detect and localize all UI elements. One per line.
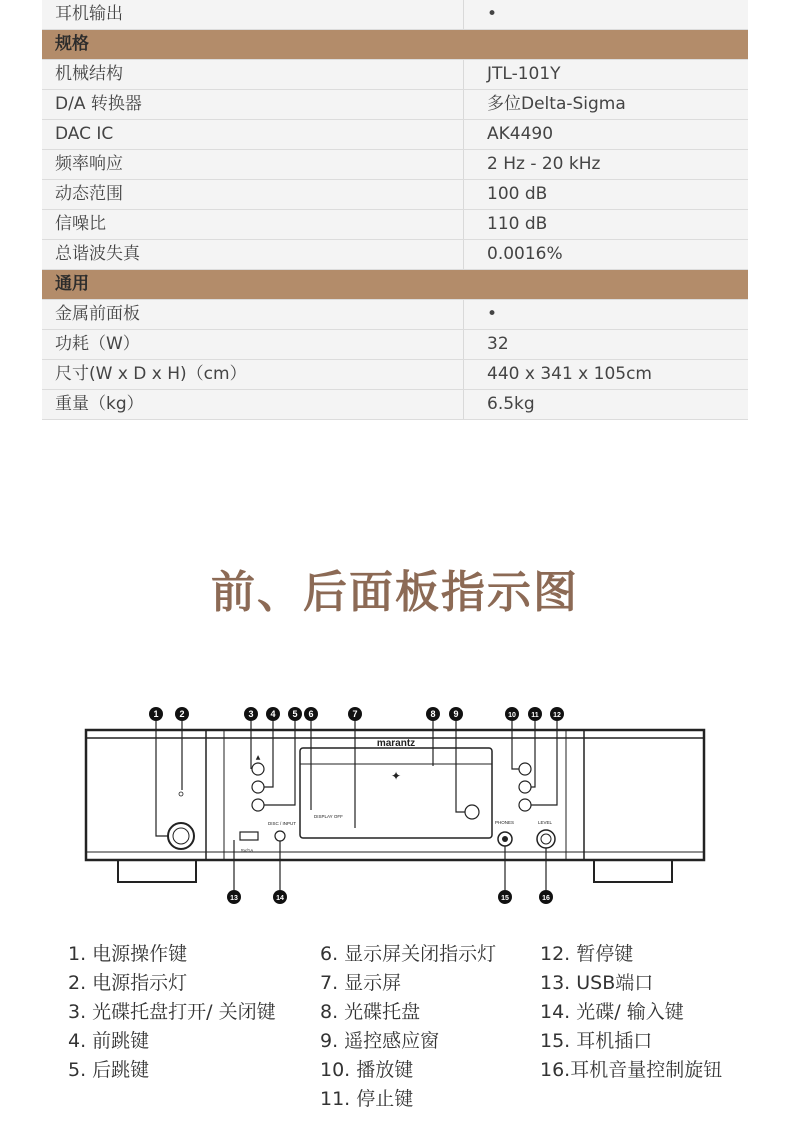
spec-label: 重量（kg） bbox=[42, 390, 464, 419]
spec-row bbox=[42, 210, 748, 240]
legend-item: 4. 前跳键 bbox=[68, 1030, 150, 1052]
spec-row bbox=[42, 180, 748, 210]
spec-value: 0.0016% bbox=[487, 244, 563, 264]
spec-value: 100 dB bbox=[487, 184, 548, 204]
legend-item: 3. 光碟托盘打开/ 关闭键 bbox=[68, 1001, 276, 1023]
diagram-title: 前、后面板指示图 bbox=[211, 567, 579, 618]
usb-port bbox=[240, 832, 258, 840]
spec-row bbox=[42, 120, 748, 150]
level-label: LEVEL bbox=[538, 820, 553, 825]
legend-item: 15. 耳机插口 bbox=[540, 1030, 653, 1052]
spec-table bbox=[42, 0, 748, 420]
marker-5: 5 bbox=[292, 709, 298, 719]
spec-label: 尺寸(W x D x H)（cm） bbox=[42, 360, 464, 389]
legend-item: 8. 光碟托盘 bbox=[320, 1001, 421, 1023]
spec-value: JTL-101Y bbox=[487, 64, 561, 84]
marker-15: 15 bbox=[501, 895, 509, 902]
usb-rating-label: 5V/1A bbox=[241, 848, 254, 853]
legend-column-3 bbox=[540, 940, 722, 1085]
spec-label: 机械结构 bbox=[42, 60, 464, 89]
disc-input-button bbox=[275, 831, 285, 841]
marker-13: 13 bbox=[230, 895, 238, 902]
marker-11: 11 bbox=[531, 712, 539, 719]
spec-value: • bbox=[487, 4, 498, 24]
spec-value: 440 x 341 x 105cm bbox=[487, 364, 652, 384]
legend-item: 12. 暂停键 bbox=[540, 943, 634, 965]
marker-6: 6 bbox=[308, 709, 314, 719]
spec-label: DAC IC bbox=[42, 120, 464, 149]
display-off-label: DISPLAY OFF bbox=[314, 814, 343, 819]
spec-row bbox=[42, 240, 748, 270]
left-foot bbox=[118, 860, 196, 882]
next-button bbox=[252, 799, 264, 811]
legend-item: 14. 光碟/ 输入键 bbox=[540, 1001, 684, 1023]
marker-3: 3 bbox=[248, 709, 254, 719]
spec-row bbox=[42, 90, 748, 120]
spec-value: 2 Hz - 20 kHz bbox=[487, 154, 601, 174]
svg-text:▲: ▲ bbox=[255, 754, 261, 761]
legend-item: 13. USB端口 bbox=[540, 972, 654, 994]
legend-item: 9. 遥控感应窗 bbox=[320, 1030, 440, 1052]
spec-row bbox=[42, 390, 748, 420]
prev-button bbox=[252, 781, 264, 793]
disc-input-label: DISC / INPUT bbox=[268, 821, 297, 826]
spec-label: 耳机输出 bbox=[42, 0, 464, 29]
display-star-icon: ✦ bbox=[390, 769, 402, 783]
spec-value: 110 dB bbox=[487, 214, 548, 234]
spec-row bbox=[42, 0, 748, 30]
legend-item: 5. 后跳键 bbox=[68, 1059, 150, 1081]
legend-column-2 bbox=[320, 940, 496, 1114]
spec-value: • bbox=[487, 304, 498, 324]
spec-label: D/A 转换器 bbox=[42, 90, 464, 119]
power-indicator bbox=[179, 792, 183, 796]
display-window bbox=[300, 748, 492, 838]
marker-12: 12 bbox=[553, 712, 561, 719]
spec-label: 信噪比 bbox=[42, 210, 464, 239]
marker-16: 16 bbox=[542, 895, 550, 902]
spec-value: 32 bbox=[487, 334, 509, 354]
marker-9: 9 bbox=[453, 709, 459, 719]
legend-item: 2. 电源指示灯 bbox=[68, 972, 188, 994]
marker-10: 10 bbox=[508, 712, 516, 719]
marker-4: 4 bbox=[270, 709, 276, 719]
spec-row bbox=[42, 360, 748, 390]
spec-row bbox=[42, 330, 748, 360]
marker-14: 14 bbox=[276, 895, 284, 902]
legend-item: 7. 显示屏 bbox=[320, 972, 402, 994]
spec-label: 总谐波失真 bbox=[42, 240, 464, 269]
brand-logo: marantz bbox=[376, 738, 416, 749]
section-header-general: 通用 bbox=[42, 270, 748, 300]
pause-button bbox=[519, 799, 531, 811]
legend-item: 10. 播放键 bbox=[320, 1059, 414, 1081]
spec-label: 频率响应 bbox=[42, 150, 464, 179]
spec-value: 多位Delta-Sigma bbox=[487, 94, 626, 114]
spec-label: 功耗（W） bbox=[42, 330, 464, 359]
spec-row bbox=[42, 60, 748, 90]
remote-sensor bbox=[465, 805, 479, 819]
spec-row bbox=[42, 300, 748, 330]
spec-value: AK4490 bbox=[487, 124, 554, 144]
spec-label: 动态范围 bbox=[42, 180, 464, 209]
eject-button bbox=[252, 763, 264, 775]
spec-value: 6.5kg bbox=[487, 394, 535, 414]
legend-item: 6. 显示屏关闭指示灯 bbox=[320, 943, 497, 965]
front-panel-diagram bbox=[0, 690, 790, 920]
stop-button bbox=[519, 781, 531, 793]
legend-item: 11. 停止键 bbox=[320, 1088, 414, 1110]
play-button bbox=[519, 763, 531, 775]
marker-2: 2 bbox=[179, 709, 185, 719]
phones-label: PHONES bbox=[495, 820, 515, 825]
marker-7: 7 bbox=[352, 709, 358, 719]
marker-8: 8 bbox=[430, 709, 436, 719]
section-header-specs: 规格 bbox=[42, 30, 748, 60]
legend-item: 1. 电源操作键 bbox=[68, 943, 188, 965]
spec-label: 金属前面板 bbox=[42, 300, 464, 329]
right-foot bbox=[594, 860, 672, 882]
spec-row bbox=[42, 150, 748, 180]
legend-column-1 bbox=[68, 940, 276, 1085]
marker-1: 1 bbox=[153, 709, 159, 719]
legend-item: 16.耳机音量控制旋钮 bbox=[540, 1059, 723, 1081]
